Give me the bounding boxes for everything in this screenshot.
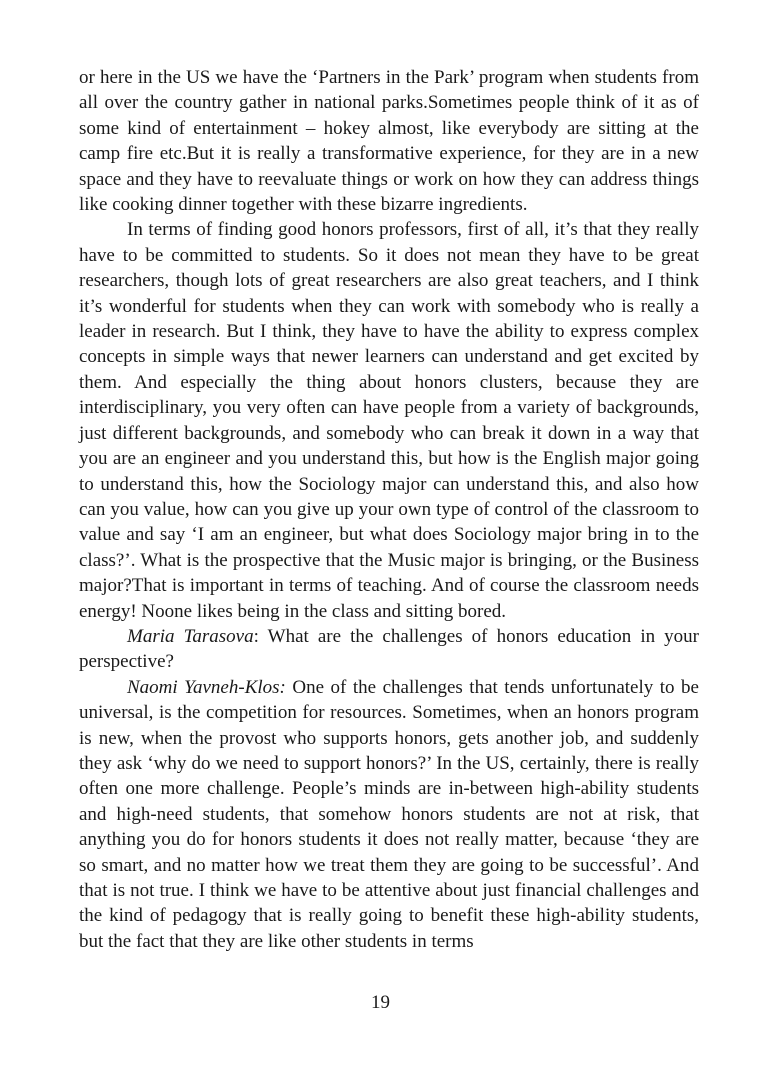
paragraph-text: One of the challenges that tends unfortunately to be universal, is the competition for resources. Sometimes, when an honors program is new, when the provost who supports honors, gets another job, and suddenly they ask ‘why do we need to support honors?’ In the US, certainly, there is really often one more challenge. People’s minds are in-between high-ability students and high-need students, that somehow honors students are not at risk, that anything you do for honors students it does not really matter, because ‘they are so smart, and no matter how we treat them they are going to be successful’. And that is not true. I think we have to be attentive about just financial challenges and the kind of pedagogy that is really going to benefit these high-ability students, but the fact that they are like other students in terms (79, 676, 699, 952)
paragraph-text: or here in the US we have the ‘Partners in the Park’ program when students from all over the country gather in national parks.Sometimes people think of it as of some kind of entertainment – hokey almost, like everybody are sitting at the camp fire etc.But it is really a transformative experience, for they are in a new space and they have to reevaluate things or work on how they can address things like cooking dinner together with these bizarre ingredients. (79, 67, 699, 216)
paragraph-3 (79, 624, 699, 675)
page-number: 19 (371, 992, 390, 1013)
speaker-name: Naomi Yavneh-Klos: (127, 676, 286, 698)
paragraph-4 (79, 675, 699, 954)
paragraph-2 (79, 217, 699, 624)
paragraph-text: : What are the challenges of honors education in your perspective? (79, 625, 699, 673)
body-text (79, 65, 699, 954)
speaker-name: Maria Tarasova (127, 625, 254, 647)
paragraph-text: In terms of finding good honors professors, first of all, it’s that they really have to be committed to students. So it does not mean they have to be great researchers, though lots of great researchers are also great teachers, and I think it’s wonderful for students when they can work with somebody who is really a leader in research. But I think, they have to have the ability to express complex concepts in simple ways that newer learners can understand and get excited by them. And especially the thing about honors clusters, because they are interdisciplinary, you very often can have people from a variety of backgrounds, just different backgrounds, and somebody who can break it down in a way that you are an engineer and you understand this, but how is the English major going to understand this, how the Sociology major can understand this, and also how can you value, how can you give up your own type of control of the classroom to value and say ‘I am an engineer, but what does Sociology major bring in to the class?’. What is the prospective that the Music major is bringing, or the Business major?That is important in terms of teaching. And of course the classroom needs energy! Noone likes being in the class and sitting bored. (79, 219, 699, 622)
paragraph-1 (79, 65, 699, 217)
